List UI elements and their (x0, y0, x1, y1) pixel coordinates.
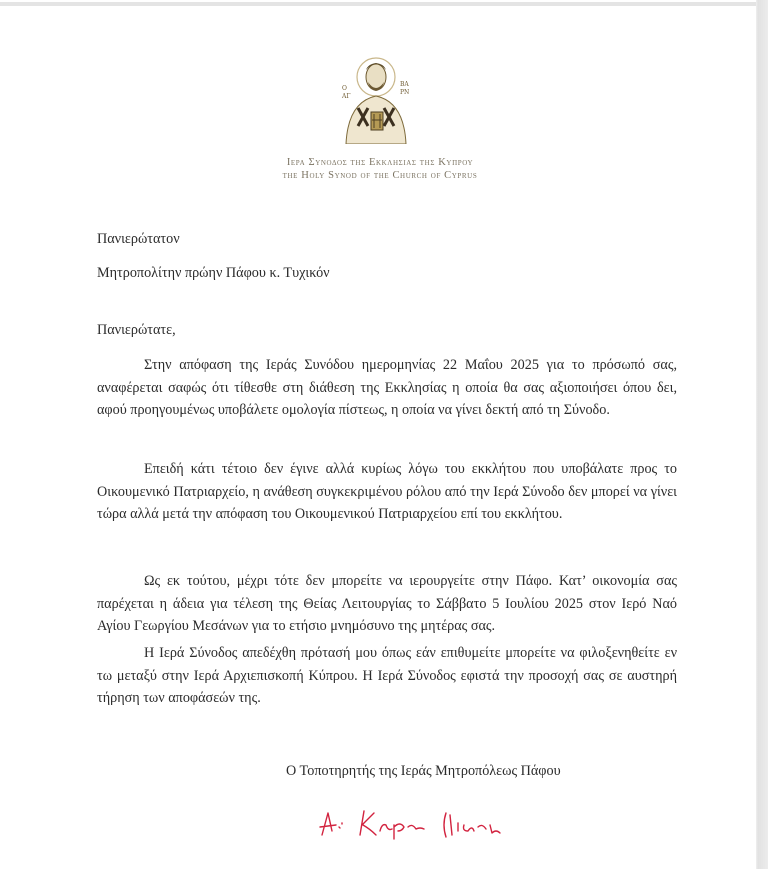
handwritten-signature (312, 801, 532, 851)
recipient-title: Πανιερώτατον (97, 231, 180, 247)
salutation: Πανιερώτατε, (97, 322, 176, 338)
recipient-name: Μητροπολίτην πρώην Πάφου κ. Τυχικόν (97, 265, 330, 281)
svg-text:ΡΝ: ΡΝ (400, 89, 410, 96)
body-paragraph-3: Ως εκ τούτου, μέχρι τότε δεν μπορείτε να ιερουργείτε στην Πάφο. Κατ’ οικονομία σας παρέχεται η άδεια για τέλεση της Θείας Λειτουργίας το Σάββατο 5 Ιουλίου 2025 στον Ιερό Ναό Αγίου Γεωργίου Μεσάνων για το ετήσιο μνημόσυνο της μητέρας σας. (97, 573, 677, 634)
svg-text:Ο: Ο (342, 85, 347, 92)
body-paragraph-1: Στην απόφαση της Ιεράς Συνόδου ημερομηνίας 22 Μαΐου 2025 για το πρόσωπό σας, αναφέρεται σαφώς ότι τίθεσθε στη διάθεση της Εκκλησίας η οποία θα σας αξιοποιήσει όπου δει, αφού προηγουμένως υποβάλετε ομολογία πίστεως, η οποία να γίνει δεκτή από τη Σύνοδο. (97, 357, 677, 418)
body-paragraph-2: Επειδή κάτι τέτοιο δεν έγινε αλλά κυρίως λόγω του εκκλήτου που υποβάλατε προς το Οικουμενικό Πατριαρχείο, η ανάθεση συγκεκριμένου ρόλου από την Ιερά Σύνοδο δεν μπορεί να γίνει τώρα αλλά μετά την απόφαση του Οικουμενικού Πατριαρχείου επί του εκκλήτου. (97, 461, 677, 522)
letterhead-title (200, 156, 560, 182)
letterhead-english: the Holy Synod of the Church of Cyprus (282, 170, 478, 181)
signoff-title: Ο Τοποτηρητής της Ιεράς Μητροπόλεως Πάφου (286, 763, 561, 779)
saint-emblem-icon (338, 50, 414, 144)
scrollbar-track[interactable] (756, 0, 768, 869)
letter-page (0, 6, 756, 869)
letterhead-greek: Ιερα Συνοδος της Εκκλησιας της Κυπρου (286, 157, 474, 168)
svg-text:ΑΓ: ΑΓ (342, 93, 351, 100)
body-paragraph-4: Η Ιερά Σύνοδος απεδέχθη πρότασή μου όπως εάν επιθυμείτε μπορείτε να φιλοξενηθείτε εν τω μεταξύ στην Ιερά Αρχιεπισκοπή Κύπρου. Η Ιερά Σύνοδος εφιστά την προσοχή σας σε αυστηρή τήρηση των αποφάσεών της. (97, 645, 677, 706)
svg-text:ΒΑ: ΒΑ (400, 81, 409, 88)
